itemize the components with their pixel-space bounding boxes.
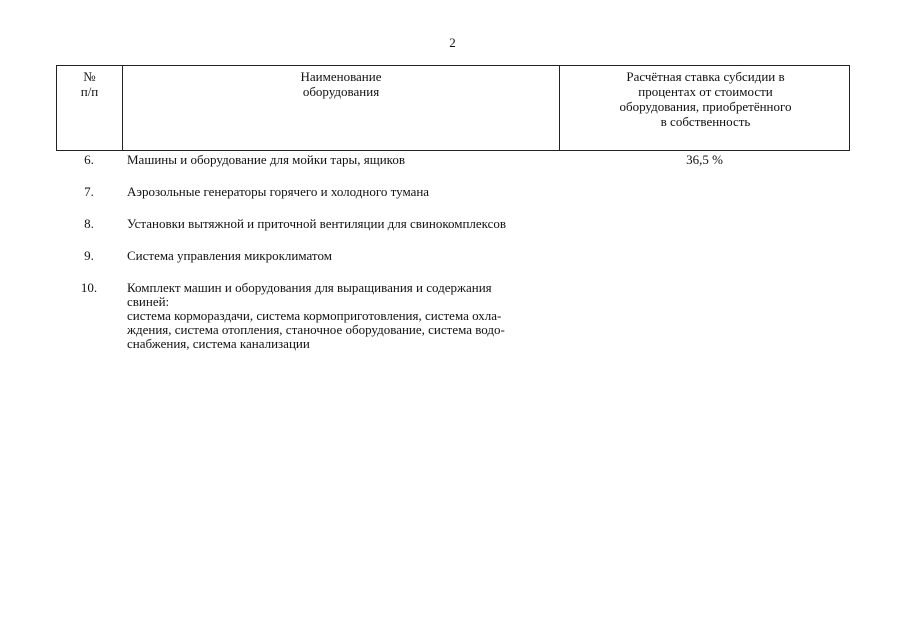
header-rate-line: оборудования, приобретённого xyxy=(619,99,792,114)
row-name-line: Установки вытяжной и приточной вентиляции для свинокомплексов xyxy=(127,216,507,231)
row-name xyxy=(127,185,557,199)
row-number: 10. xyxy=(80,280,98,295)
header-number-column xyxy=(57,66,123,150)
row-name-line: система кормораздачи, система кормоприготовления, система охла- xyxy=(127,308,502,323)
row-name-line: свиней: xyxy=(127,294,170,309)
header-number-line: № xyxy=(83,69,96,84)
page-number: 2 xyxy=(449,35,456,50)
row-name-line: Комплект машин и оборудования для выращивания и содержания xyxy=(127,280,492,295)
row-name xyxy=(127,217,557,231)
row-name xyxy=(127,249,557,263)
header-name-line: оборудования xyxy=(302,84,380,99)
row-rate: 36,5 % xyxy=(686,152,723,167)
header-name-line: Наименование xyxy=(300,69,382,84)
row-name xyxy=(127,281,557,351)
row-name-line: снабжения, система канализации xyxy=(127,336,310,351)
table-header xyxy=(56,65,850,151)
row-number: 6. xyxy=(84,152,94,167)
row-name xyxy=(127,153,557,167)
header-rate-column xyxy=(560,66,851,150)
header-rate-line: процентах от стоимости xyxy=(638,84,773,99)
header-number-line: п/п xyxy=(80,84,99,99)
row-number: 9. xyxy=(84,248,94,263)
row-name-line: Аэрозольные генераторы горячего и холодного тумана xyxy=(127,184,430,199)
header-name-column xyxy=(123,66,560,150)
row-name-line: ждения, система отопления, станочное оборудование, система водо- xyxy=(127,322,505,337)
row-name-line: Система управления микроклиматом xyxy=(127,248,332,263)
row-number: 7. xyxy=(84,184,94,199)
header-rate-line: Расчётная ставка субсидии в xyxy=(626,69,785,84)
header-rate-line: в собственность xyxy=(660,114,751,129)
row-name-line: Машины и оборудование для мойки тары, ящиков xyxy=(127,152,405,167)
row-number: 8. xyxy=(84,216,94,231)
